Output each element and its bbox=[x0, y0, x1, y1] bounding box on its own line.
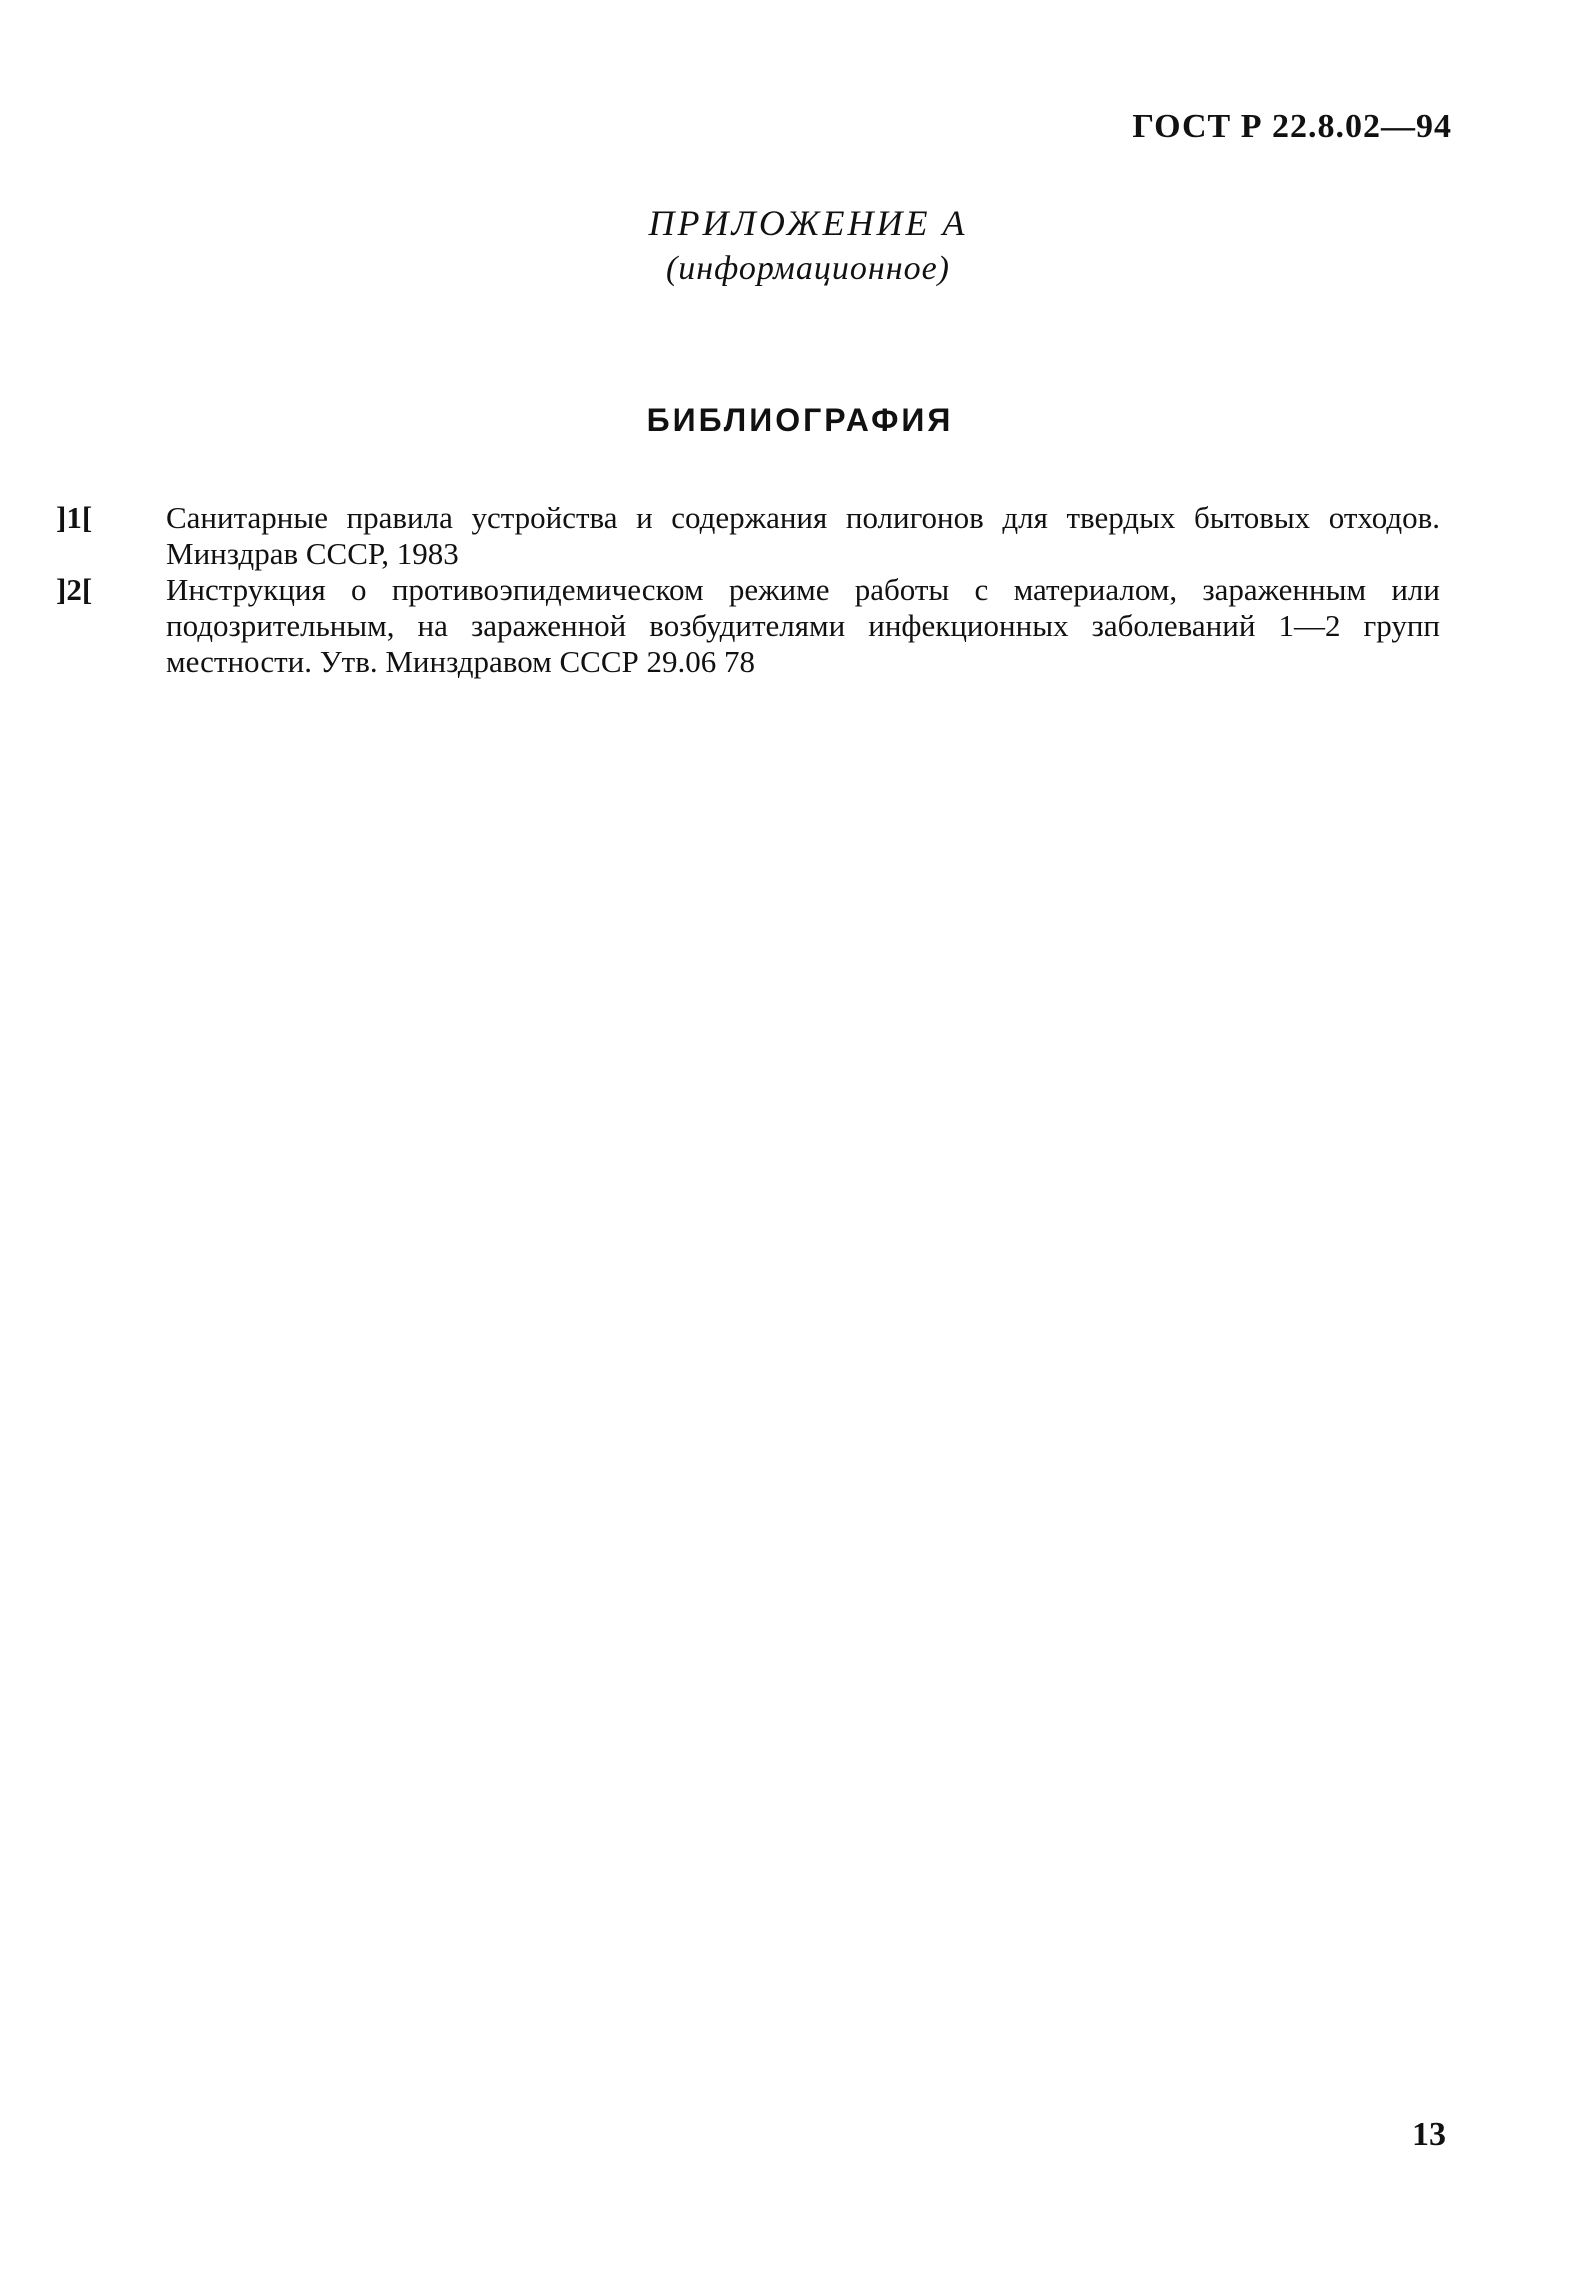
annex-heading bbox=[0, 200, 1586, 292]
annex-title: ПРИЛОЖЕНИЕ А bbox=[648, 203, 968, 243]
reference-number: ]2[ bbox=[56, 572, 93, 607]
page-number: 13 bbox=[1412, 2116, 1446, 2153]
document-code: ГОСТ Р 22.8.02—94 bbox=[1132, 108, 1452, 145]
bibliography-item bbox=[56, 572, 1440, 680]
reference-number: ]1[ bbox=[56, 500, 93, 535]
reference-text: Инструкция о противоэпидемическом режиме работы с материалом, зараженным или подозрительным, на зараженной возбудителями инфекционных заболеваний 1—2 групп местности. Утв. Минздравом СССР 29.06 78 bbox=[166, 572, 1440, 679]
section-title: БИБЛИОГРАФИЯ bbox=[646, 402, 954, 438]
bibliography-list bbox=[56, 500, 1440, 680]
reference-text: Санитарные правила устройства и содержания полигонов для твердых бытовых отходов. Минздрав СССР, 1983 bbox=[166, 500, 1440, 571]
annex-subtitle: (информационное) bbox=[665, 250, 951, 287]
bibliography-item bbox=[56, 500, 1440, 572]
